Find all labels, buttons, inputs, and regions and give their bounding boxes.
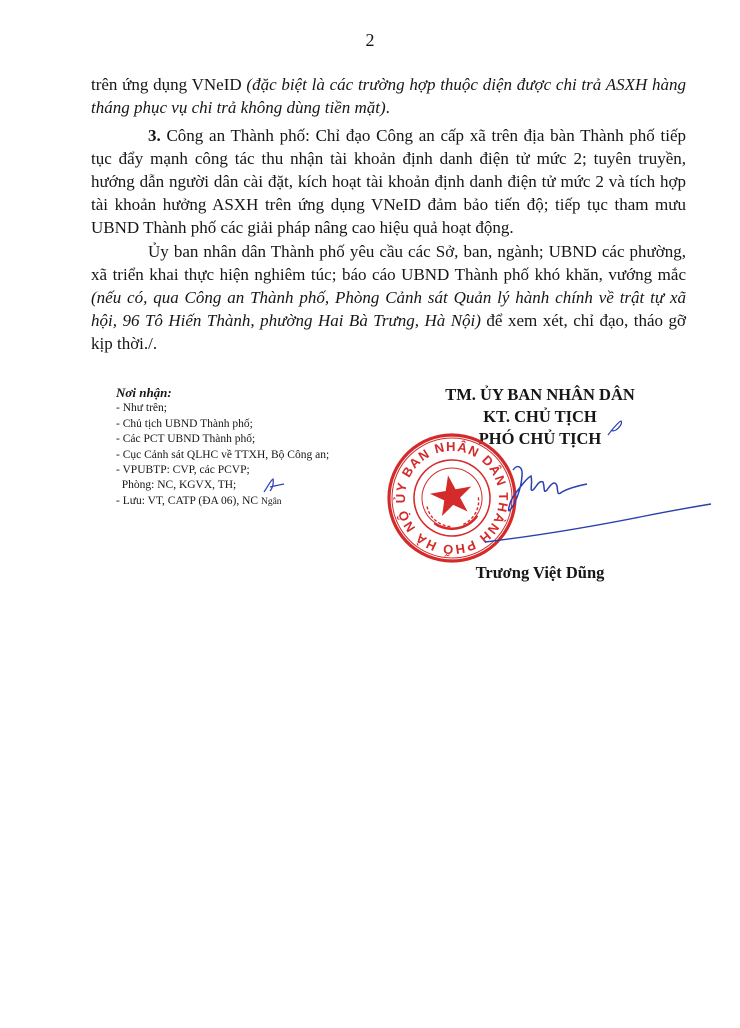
initial-mark-icon: [604, 418, 628, 438]
item-number: 3.: [148, 126, 161, 145]
paragraph-text: Ủy ban nhân dân Thành phố yêu cầu các Sở, ban, ngành; UBND các phường, xã triển khai thực hiện nghiêm túc; báo cáo UBND Thành phố khó khăn, vướng mắc: [91, 242, 686, 284]
paragraph-italic-note: (nếu có, qua Công an Thành phố, Phòng Cảnh sát Quản lý hành chính về trật tự xã hội, 96 Tô Hiến Thành, phường Hai Bà Trưng, Hà Nội): [91, 288, 686, 330]
recipient-line: - Cục Cảnh sát QLHC về TTXH, Bộ Công an;: [116, 448, 330, 461]
paragraph-end: để xem xét, chỉ đạo, tháo gỡ kịp thời./.: [91, 311, 687, 353]
recipients-title: Nơi nhận:: [116, 385, 172, 400]
initial-mark-icon: [262, 476, 286, 496]
recipient-initials: Ngân: [260, 496, 282, 507]
paragraph-closing: [91, 240, 686, 355]
paragraph-item-3: [91, 124, 686, 239]
recipient-line: - VPUBTP: CVP, các PCVP;: [116, 464, 250, 477]
recipient-line: - Chủ tịch UBND Thành phố;: [116, 417, 253, 430]
recipient-line: Phòng: NC, KGVX, TH;: [116, 479, 237, 492]
paragraph-continuation: [91, 73, 686, 119]
signer-name: Trương Việt Dũng: [475, 563, 605, 582]
page-number: 2: [365, 30, 375, 50]
recipient-line-text: - Lưu: VT, CATP (ĐA 06), NC: [116, 494, 259, 507]
recipient-line: [116, 494, 376, 510]
paragraph-end: .: [385, 98, 390, 117]
recipient-line: - Các PCT UBND Thành phố;: [116, 433, 256, 446]
paragraph-text: Công an Thành phố: Chỉ đạo Công an cấp xã trên địa bàn Thành phố tiếp tục đẩy mạnh công tác thu nhận tài khoản định danh điện tử mức 2; tuyên truyền, hướng dẫn người dân cài đặt, kích hoạt tài khoản định danh điện tử mức 2 và tích hợp tài khoản hưởng ASXH trên ứng dụng VNeID đảm bảo tiến độ; tiếp tục tham mưu UBND Thành phố các giải pháp nâng cao hiệu quả hoạt động.: [91, 126, 686, 237]
paragraph-italic-note: (đặc biệt là các trường hợp thuộc diện được chi trả ASXH hàng tháng phục vụ chi trả không dùng tiền mặt): [91, 75, 687, 117]
recipients-list: [116, 385, 376, 510]
signature-title-line: TM. ỦY BAN NHÂN DÂN: [445, 385, 635, 404]
signature-title-line: KT. CHỦ TỊCH: [483, 407, 597, 426]
seal-text: ỦY BAN NHÂN DÂN THÀNH PHỐ HÀ NỘI: [392, 438, 512, 558]
signature-title-line: PHÓ CHỦ TỊCH: [478, 429, 602, 448]
paragraph-text: trên ứng dụng VNeID: [91, 75, 247, 94]
handwritten-signature: [465, 440, 715, 550]
recipient-line: - Như trên;: [116, 402, 167, 415]
